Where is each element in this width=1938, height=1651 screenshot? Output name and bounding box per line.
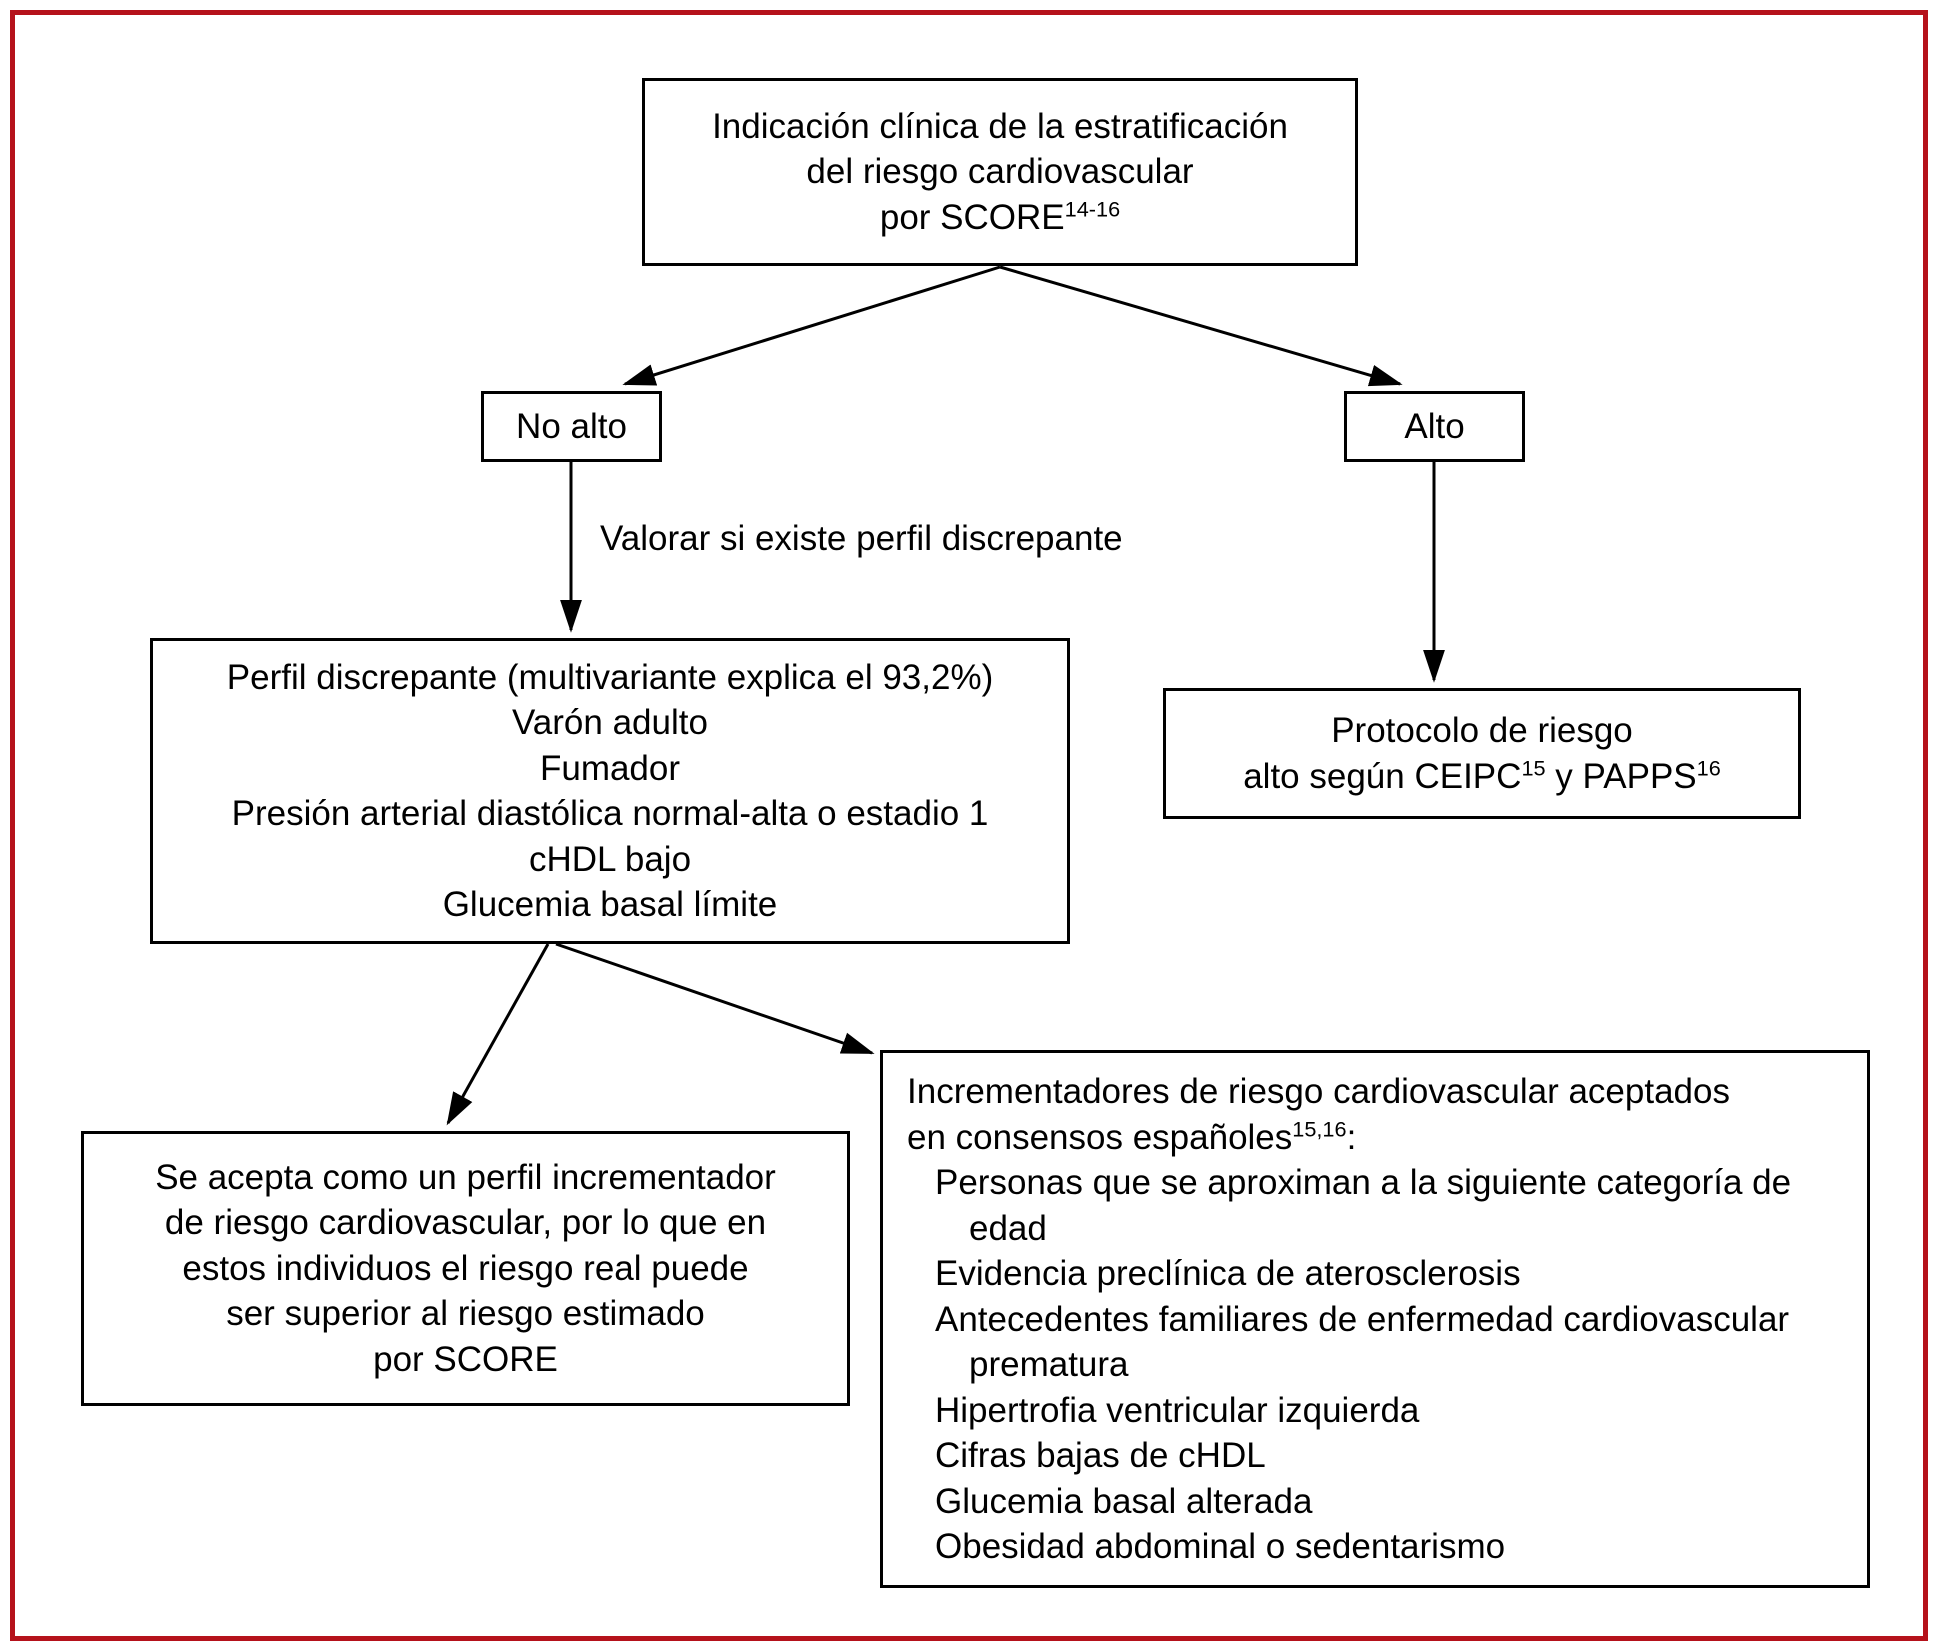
box-text-line: Perfil discrepante (multivariante explica el 93,2%) bbox=[226, 657, 994, 697]
box-heading-line bbox=[907, 1115, 1849, 1161]
box-text-line: del riesgo cardiovascular bbox=[806, 152, 1194, 192]
box-heading-line: Incrementadores de riesgo cardiovascular aceptados bbox=[907, 1072, 1730, 1111]
box-text-line bbox=[1172, 754, 1792, 800]
list-item: Evidencia preclínica de aterosclerosis bbox=[935, 1254, 1521, 1293]
superscript-reference: 15 bbox=[1521, 754, 1546, 780]
box-text-line: Indicación clínica de la estratificación bbox=[712, 106, 1288, 146]
incrementadores-riesgo-box bbox=[880, 1050, 1870, 1588]
box-text-line: Protocolo de riesgo bbox=[1331, 711, 1633, 750]
text-segment: por SCORE bbox=[879, 197, 1065, 237]
valorar-arrow-label: Valorar si existe perfil discrepante bbox=[600, 519, 1123, 558]
list-item: Cifras bajas de cHDL bbox=[935, 1436, 1266, 1475]
superscript-reference: 15,16 bbox=[1292, 1115, 1347, 1141]
protocolo-riesgo-alto-box bbox=[1163, 688, 1801, 819]
box-text-line: ser superior al riesgo estimado bbox=[226, 1294, 705, 1334]
list-item: Obesidad abdominal o sedentarismo bbox=[935, 1527, 1506, 1566]
no-alto-box bbox=[481, 391, 662, 462]
text-segment: : bbox=[1346, 1117, 1357, 1157]
list-item: Antecedentes familiares de enfermedad cardiovascular prematura bbox=[935, 1299, 1790, 1384]
list-item: Hipertrofia ventricular izquierda bbox=[935, 1390, 1420, 1430]
box-text-line: Se acepta como un perfil incrementador bbox=[155, 1157, 776, 1197]
superscript-reference: 16 bbox=[1696, 754, 1721, 780]
alto-box bbox=[1344, 391, 1525, 462]
box-text-line: Fumador bbox=[539, 748, 681, 788]
box-text-line: Presión arterial diastólica normal-alta o estadio 1 bbox=[231, 794, 989, 833]
box-text-line: por SCORE bbox=[373, 1339, 558, 1379]
perfil-discrepante-box bbox=[150, 638, 1070, 944]
box-text-line: estos individuos el riesgo real puede bbox=[182, 1248, 749, 1288]
box-label: Alto bbox=[1404, 406, 1465, 446]
text-segment: en consensos españoles bbox=[907, 1117, 1293, 1157]
list-item: Glucemia basal alterada bbox=[935, 1481, 1313, 1521]
text-segment: y PAPPS bbox=[1545, 756, 1697, 796]
score-indication-box bbox=[642, 78, 1358, 266]
box-text-line: Glucemia basal límite bbox=[442, 885, 778, 924]
box-text-line: Varón adulto bbox=[512, 703, 708, 742]
box-text-line: de riesgo cardiovascular, por lo que en bbox=[164, 1203, 767, 1243]
box-text-line: cHDL bajo bbox=[528, 839, 692, 879]
text-segment: alto según CEIPC bbox=[1243, 756, 1522, 796]
perfil-incrementador-box bbox=[81, 1131, 850, 1406]
list-item: Personas que se aproximan a la siguiente categoría de edad bbox=[935, 1163, 1792, 1248]
box-label: No alto bbox=[516, 406, 627, 446]
box-text-line bbox=[651, 195, 1349, 241]
superscript-reference: 14-16 bbox=[1064, 196, 1121, 222]
